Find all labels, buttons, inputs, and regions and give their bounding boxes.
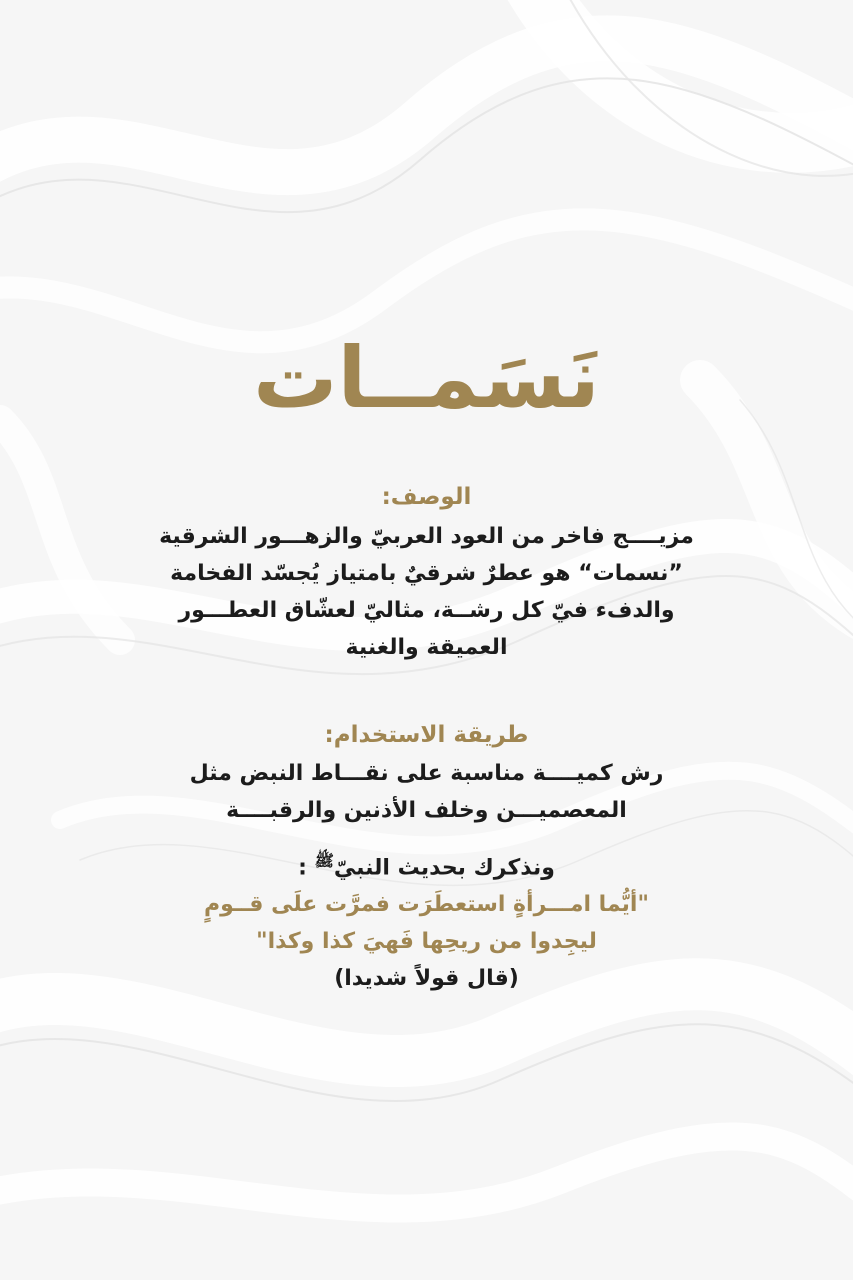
- hadith-block: [130, 842, 723, 997]
- hadith-note: (قال قولاً شديدا): [334, 966, 519, 992]
- usage-heading: طريقة الاستخدام:: [324, 722, 529, 748]
- description-line: مزيــــج فاخر من العود العربيّ والزهـــور الشرقية: [159, 524, 694, 549]
- usage-line: المعصميـــن وخلف الأذنين والرقبــــة: [226, 798, 627, 823]
- hadith-intro: ونذكرك بحديث النبيّ: [333, 855, 555, 881]
- description-heading: الوصف:: [381, 484, 472, 510]
- hadith-colon: :: [298, 855, 315, 881]
- description-text: [130, 518, 723, 666]
- description-line: ”نسمات“ هو عطرٌ شرقيٌ بامتياز يُجسّد الفخامة: [170, 561, 683, 586]
- hadith-intro-line: [130, 842, 723, 886]
- hadith-quote-line: ليجِدوا من ريحِها فَهيَ كذا وكذا": [256, 929, 597, 955]
- hadith-quote-line: "أيُّما امـــرأةٍ استعطَرَت فمرَّت علَى قــومٍ: [204, 892, 649, 918]
- description-line: العميقة والغنية: [345, 635, 508, 660]
- usage-text: [130, 755, 723, 829]
- pbuh-glyph: ﷺ: [314, 851, 334, 870]
- usage-line: رش كميــــة مناسبة على نقـــاط النبض مثل: [189, 761, 664, 786]
- description-line: والدفء فيّ كل رشــة، مثاليّ لعشّاق العطـــور: [178, 598, 675, 623]
- product-title: نَسَمــات: [253, 329, 600, 427]
